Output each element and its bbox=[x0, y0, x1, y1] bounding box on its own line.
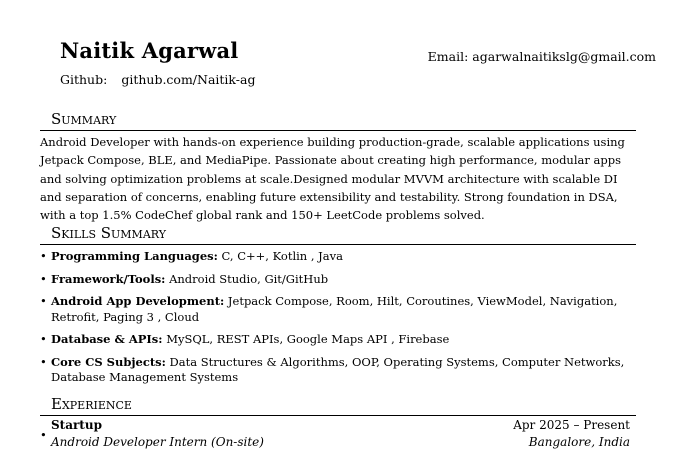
skill-item-framework-tools bbox=[40, 272, 638, 288]
skill-value: MySQL, REST APIs, Google Maps API , Firebase bbox=[166, 332, 450, 346]
company-name: Startup bbox=[51, 418, 102, 432]
bullet-icon: • bbox=[40, 428, 47, 442]
skill-label: Database & APIs: bbox=[51, 332, 163, 346]
skill-item-android-app-development bbox=[40, 294, 638, 325]
bullet-icon: • bbox=[40, 332, 47, 346]
skill-item-core-cs-subjects bbox=[40, 355, 638, 386]
bullet-icon: • bbox=[40, 354, 47, 369]
skill-label: Framework/Tools: bbox=[51, 271, 166, 286]
skill-value: Jetpack Compose, Room, Hilt, Coroutines, ViewModel, Navigation, Retrofit, Paging 3 , Cloud bbox=[51, 294, 618, 324]
experience-role-row bbox=[40, 435, 630, 452]
skill-item-programming-languages bbox=[40, 249, 638, 265]
skill-value: Android Studio, Git/GitHub bbox=[169, 271, 329, 286]
experience-rule bbox=[40, 415, 636, 416]
github-label: Github: bbox=[60, 72, 108, 87]
github-line bbox=[60, 72, 255, 87]
email-address[interactable]: agarwalnaitikslg@gmail.com bbox=[472, 49, 656, 64]
skill-value: C, C++, Kotlin , Java bbox=[221, 249, 343, 263]
experience-dates: Apr 2025 – Present bbox=[513, 418, 630, 432]
bullet-icon: • bbox=[40, 249, 47, 263]
candidate-name: Naitik Agarwal bbox=[60, 38, 239, 63]
experience-heading: Experience bbox=[51, 395, 132, 413]
skill-label: Android App Development: bbox=[51, 294, 225, 308]
experience-header-row bbox=[40, 418, 630, 435]
summary-rule bbox=[40, 130, 636, 131]
bullet-icon: • bbox=[40, 294, 47, 308]
summary-heading: Summary bbox=[51, 110, 117, 128]
summary-text: Android Developer with hands-on experience building production-grade, scalable applications using Jetpack Compose, BLE, and MediaPipe. Passionate about creating high performance, modular apps and solving optimization problems at scale.Designed modular MVVM architecture with scalable DI and separation of concerns, enabling future extensibility and testability. Strong foundation in DSA, with a top 1.5% CodeChef global rank and 150+ LeetCode problems solved. bbox=[40, 135, 625, 223]
skills-heading: Skills Summary bbox=[51, 224, 166, 242]
bullet-icon: • bbox=[40, 271, 47, 286]
email-line bbox=[428, 49, 656, 64]
github-link[interactable]: github.com/Naitik-ag bbox=[121, 72, 256, 87]
skill-value: Data Structures & Algorithms, OOP, Operating Systems, Computer Networks, Database Management Systems bbox=[51, 354, 625, 384]
job-location: Bangalore, India bbox=[528, 435, 630, 449]
experience-entry bbox=[40, 418, 630, 452]
skill-item-database-apis bbox=[40, 332, 638, 348]
skills-list bbox=[40, 249, 638, 393]
skill-label: Programming Languages: bbox=[51, 249, 218, 263]
skills-rule bbox=[40, 244, 636, 245]
skill-label: Core CS Subjects: bbox=[51, 354, 166, 369]
job-role: Android Developer Intern (On-site) bbox=[51, 435, 264, 449]
email-label: Email: bbox=[427, 49, 469, 64]
